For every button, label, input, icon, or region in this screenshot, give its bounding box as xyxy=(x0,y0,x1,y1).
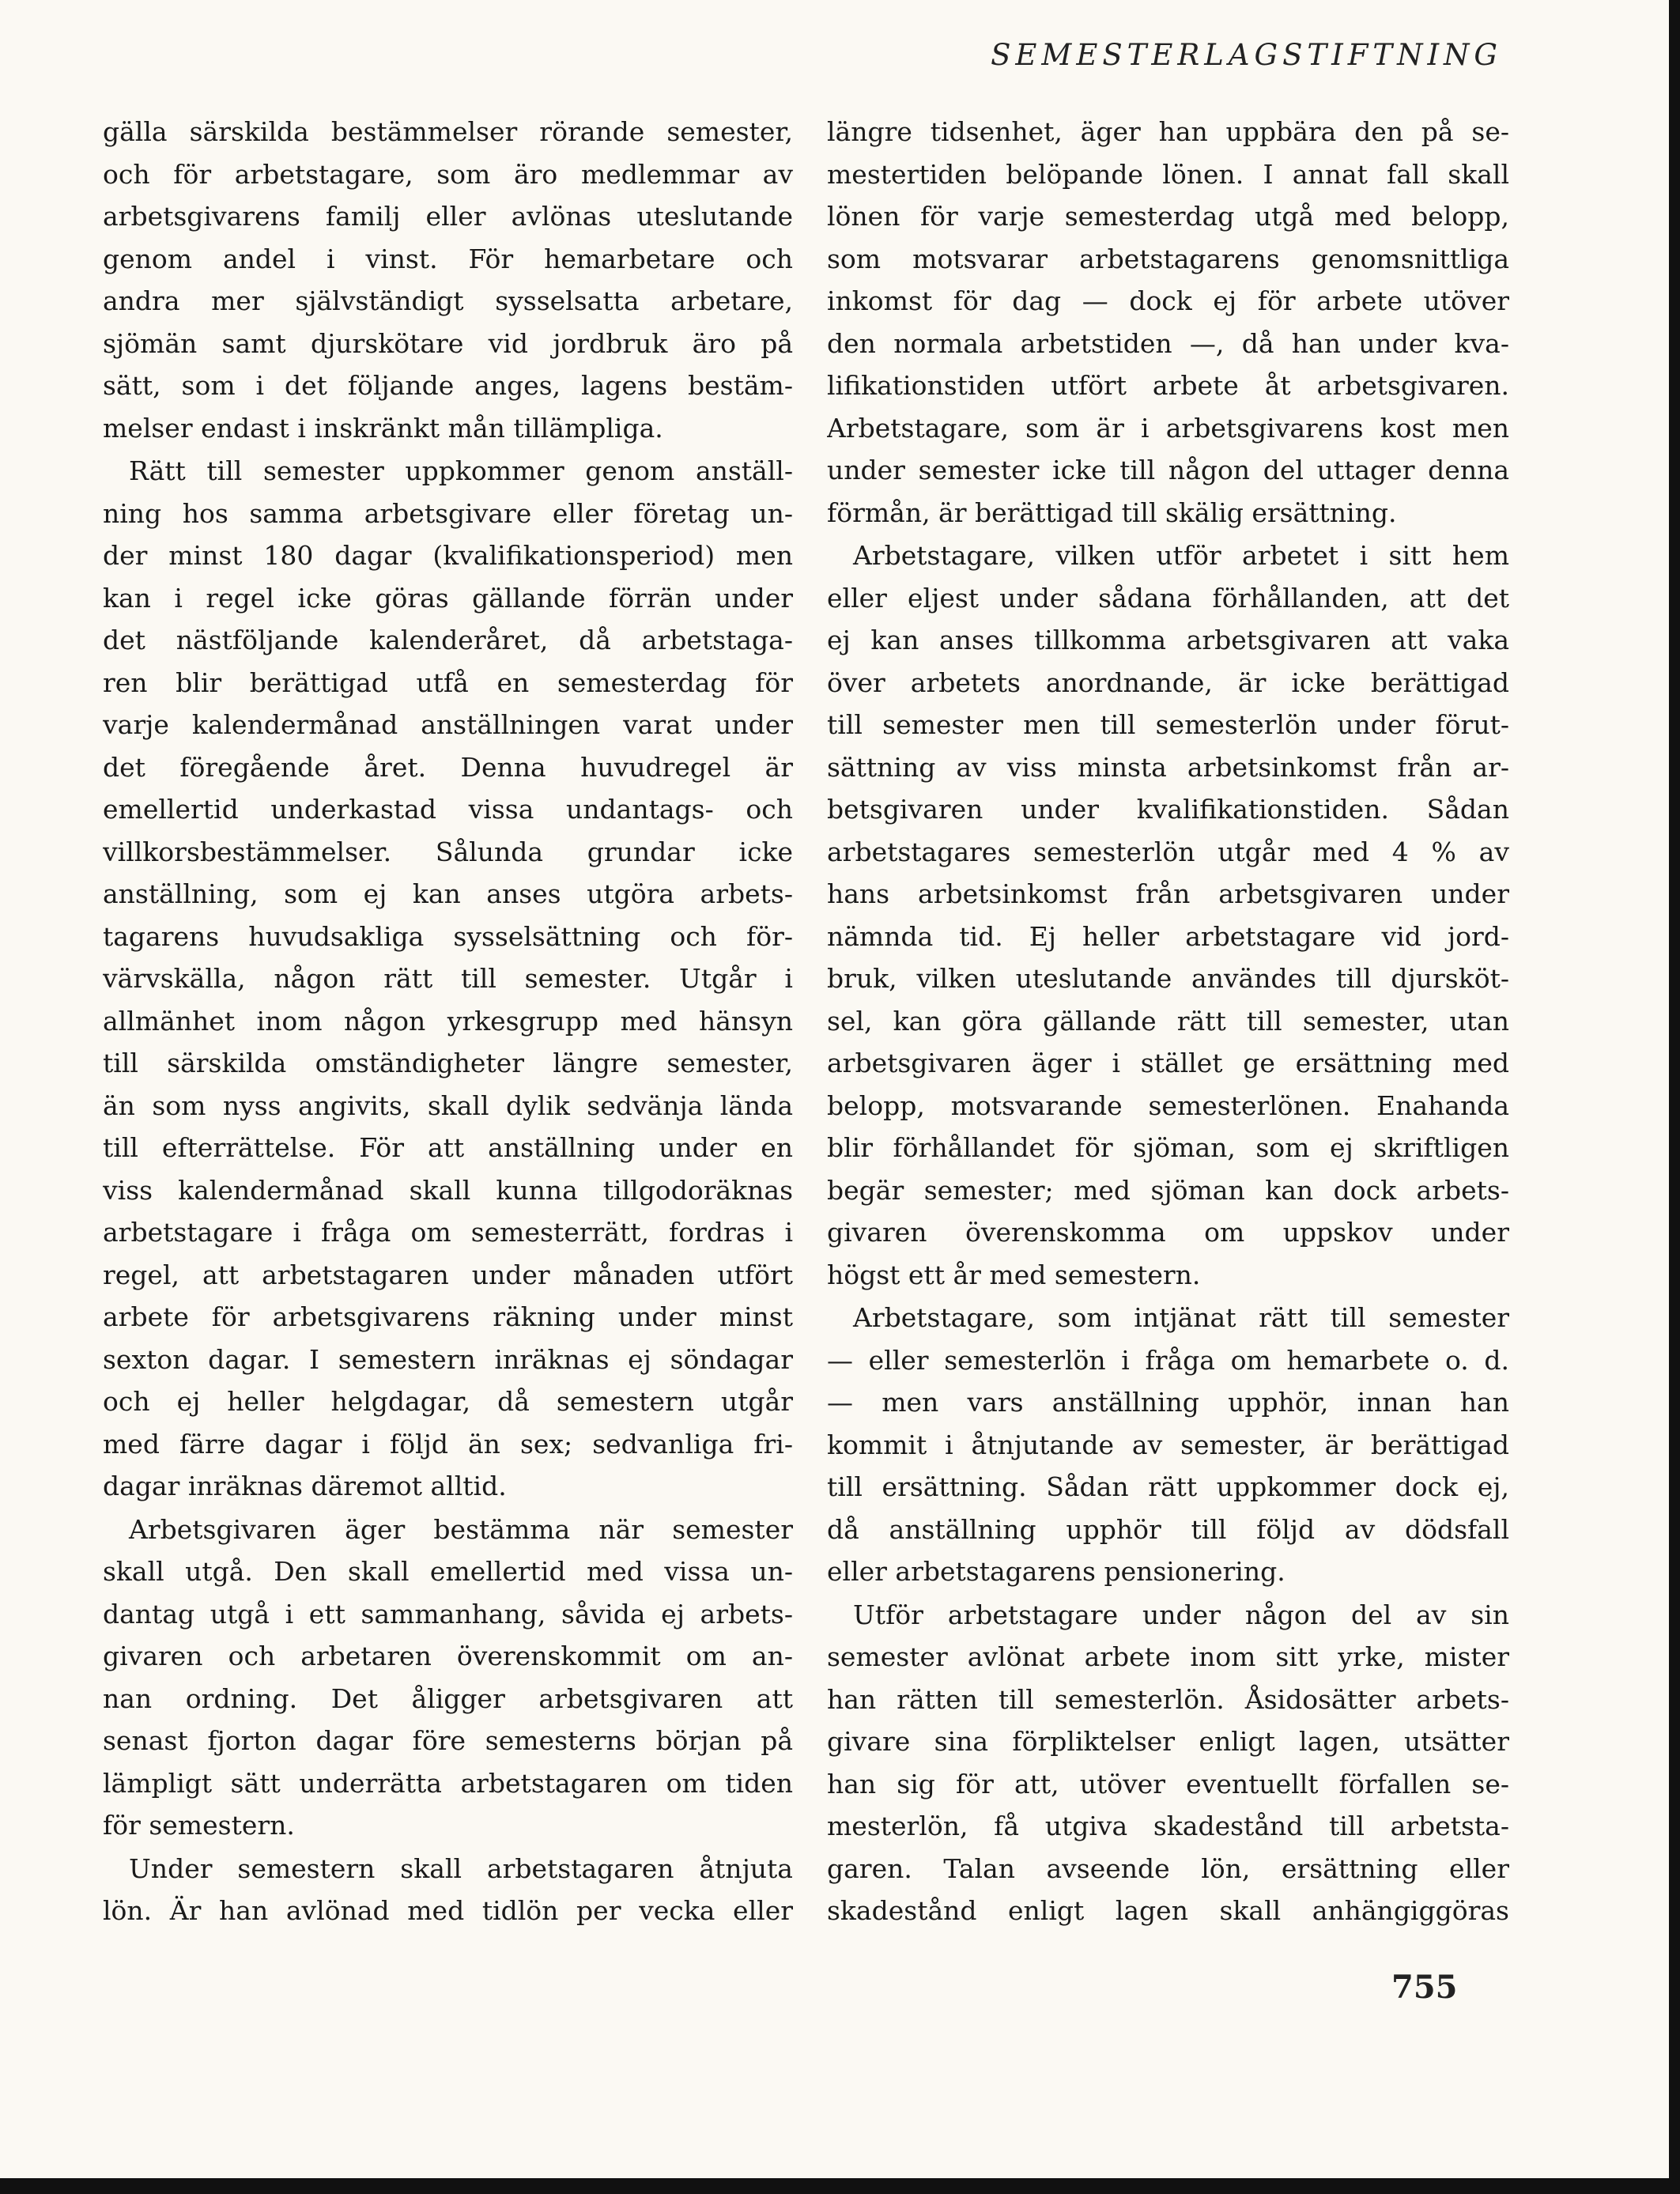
text-line: givaren och arbetaren överenskommit om an- xyxy=(103,1641,793,1671)
text-line: det föregående året. Denna huvudregel är xyxy=(103,751,793,783)
text-line: skadestånd enligt lagen skall anhängiggöras xyxy=(827,1895,1509,1926)
text-line: Utför arbetstagare under någon del av sin xyxy=(853,1599,1509,1630)
text-line: sexton dagar. I semestern inräknas ej söndagar xyxy=(103,1343,793,1375)
text-line: allmänhet inom någon yrkesgrupp med hänsyn xyxy=(103,1005,793,1037)
text-line: sjömän samt djurskötare vid jordbruk äro på xyxy=(103,327,793,359)
text-line: lifikationstiden utfört arbete åt arbetsgivaren. xyxy=(827,370,1509,401)
text-line: eller arbetstagarens pensionering. xyxy=(827,1556,1285,1587)
text-line: andra mer självständigt sysselsatta arbetare, xyxy=(103,285,793,316)
text-line: arbetstagares semesterlön utgår med 4 % av xyxy=(827,836,1509,867)
text-line: lönen för varje semesterdag utgå med belopp, xyxy=(827,201,1509,232)
text-line: det nästföljande kalenderåret, då arbetstaga- xyxy=(103,625,793,655)
text-line: till semester men till semesterlön under förut- xyxy=(827,709,1509,740)
text-line: sel, kan göra gällande rätt till semester, utan xyxy=(827,1005,1509,1037)
text-line: och för arbetstagare, som äro medlemmar av xyxy=(103,158,793,190)
text-line: melser endast i inskränkt mån tillämpliga. xyxy=(103,412,663,444)
text-line: till ersättning. Sådan rätt uppkommer dock ej, xyxy=(827,1471,1509,1502)
text-line: belopp, motsvarande semesterlönen. Enahanda xyxy=(827,1089,1509,1121)
text-line: kan i regel icke göras gällande förrän under xyxy=(103,582,793,614)
text-line: bruk, vilken uteslutande användes till djursköt- xyxy=(827,963,1509,994)
text-line: betsgivaren under kvalifikationstiden. Sådan xyxy=(827,794,1509,825)
paragraph xyxy=(827,1594,1509,1932)
text-line: begär semester; med sjöman kan dock arbets- xyxy=(827,1174,1509,1206)
text-line: senast fjorton dagar före semesterns början på xyxy=(103,1725,793,1756)
paragraph xyxy=(103,111,793,449)
text-line: Rätt till semester uppkommer genom anställ- xyxy=(129,455,793,486)
text-line: arbete för arbetsgivarens räkning under minst xyxy=(103,1301,793,1332)
text-line: och ej heller helgdagar, då semestern utgår xyxy=(103,1386,793,1417)
paragraph xyxy=(103,450,793,1508)
text-line: inkomst för dag — dock ej för arbete utöver xyxy=(827,285,1509,316)
text-line: han sig för att, utöver eventuellt förfallen se- xyxy=(827,1768,1509,1799)
right-column xyxy=(827,111,1509,1932)
text-line: värvskälla, någon rätt till semester. Utgår i xyxy=(103,963,793,994)
text-line: viss kalendermånad skall kunna tillgodoräknas xyxy=(103,1174,793,1206)
text-line: då anställning upphör till följd av dödsfall xyxy=(827,1513,1509,1545)
text-line: anställning, som ej kan anses utgöra arbets- xyxy=(103,878,793,909)
text-line: under semester icke till någon del uttager denna xyxy=(827,455,1509,485)
left-column xyxy=(103,111,793,1932)
text-line: lön. Är han avlönad med tidlön per vecka eller xyxy=(103,1895,793,1926)
text-line: givare sina förpliktelser enligt lagen, utsätter xyxy=(827,1726,1509,1757)
text-line: emellertid underkastad vissa undantags- och xyxy=(103,794,793,825)
text-line: arbetsgivarens familj eller avlönas uteslutande xyxy=(103,201,793,232)
text-line: kommit i åtnjutande av semester, är berättigad xyxy=(827,1429,1509,1460)
text-line: längre tidsenhet, äger han uppbära den på se- xyxy=(827,116,1509,147)
text-line: dantag utgå i ett sammanhang, såvida ej arbets- xyxy=(103,1598,793,1629)
text-line: skall utgå. Den skall emellertid med vissa un- xyxy=(103,1556,793,1587)
text-line: garen. Talan avseende lön, ersättning eller xyxy=(827,1852,1509,1884)
paragraph xyxy=(827,1297,1509,1593)
text-line: ning hos samma arbetsgivare eller företag un- xyxy=(103,497,793,529)
text-line: blir förhållandet för sjöman, som ej skriftligen xyxy=(827,1132,1509,1163)
text-line: nämnda tid. Ej heller arbetstagare vid jord- xyxy=(827,920,1509,952)
text-line: förmån, är berättigad till skälig ersättning. xyxy=(827,497,1397,528)
text-line: regel, att arbetstagaren under månaden utfört xyxy=(103,1259,793,1290)
text-line: semester avlönat arbete inom sitt yrke, mister xyxy=(827,1641,1509,1672)
text-line: han rätten till semesterlön. Åsidosätter arbets- xyxy=(827,1683,1509,1715)
text-line: arbetsgivaren äger i stället ge ersättning med xyxy=(827,1048,1509,1078)
text-line: varje kalendermånad anställningen varat under xyxy=(103,709,793,740)
text-line: lämpligt sätt underrätta arbetstagaren om tiden xyxy=(103,1767,793,1799)
page-number: 755 xyxy=(1391,1969,1458,2006)
text-line: villkorsbestämmelser. Sålunda grundar icke xyxy=(103,836,793,867)
text-line: till särskilda omständigheter längre semester, xyxy=(103,1048,793,1078)
text-line: högst ett år med semestern. xyxy=(827,1259,1201,1290)
text-line: dagar inräknas däremot alltid. xyxy=(103,1471,507,1501)
text-line: än som nyss angivits, skall dylik sedvänja lända xyxy=(103,1089,793,1121)
text-line: mesterlön, få utgiva skadestånd till arbetsta- xyxy=(827,1811,1509,1841)
paragraph xyxy=(827,534,1509,1296)
paragraph xyxy=(103,1848,793,1932)
paragraph xyxy=(103,1509,793,1847)
text-line: mestertiden belöpande lönen. I annat fall skall xyxy=(827,158,1509,190)
text-line: eller eljest under sådana förhållanden, att det xyxy=(827,582,1509,614)
text-line: genom andel i vinst. För hemarbetare och xyxy=(103,243,793,274)
text-line: den normala arbetstiden —, då han under kva- xyxy=(827,327,1509,359)
scan-border-bottom xyxy=(0,2178,1680,2194)
text-line: — eller semesterlön i fråga om hemarbete o. d. xyxy=(827,1344,1509,1376)
text-line: arbetstagare i fråga om semesterrätt, fordras i xyxy=(103,1217,793,1248)
text-line: ej kan anses tillkomma arbetsgivaren att vaka xyxy=(827,625,1509,655)
text-line: med färre dagar i följd än sex; sedvanliga fri- xyxy=(103,1428,793,1460)
text-line: der minst 180 dagar (kvalifikationsperiod) men xyxy=(103,540,793,571)
text-line: — men vars anställning upphör, innan han xyxy=(827,1387,1509,1418)
text-line: Arbetstagare, som intjänat rätt till semester xyxy=(853,1302,1509,1333)
text-line: Arbetsgivaren äger bestämma när semester xyxy=(129,1513,793,1545)
text-line: sättning av viss minsta arbetsinkomst från ar- xyxy=(827,751,1509,783)
running-head: SEMESTERLAGSTIFTNING xyxy=(991,38,1502,72)
text-line: Arbetstagare, vilken utför arbetet i sitt hem xyxy=(853,540,1509,571)
text-line: nan ordning. Det åligger arbetsgivaren att xyxy=(103,1682,793,1714)
text-line: till efterrättelse. För att anställning under en xyxy=(103,1132,793,1163)
text-line: som motsvarar arbetstagarens genomsnittliga xyxy=(827,243,1509,274)
text-line: gälla särskilda bestämmelser rörande semester, xyxy=(103,116,793,147)
text-line: Arbetstagare, som är i arbetsgivarens kost men xyxy=(827,412,1509,444)
text-line: sätt, som i det följande anges, lagens bestäm- xyxy=(103,370,793,401)
scan-border-right xyxy=(1669,0,1680,2194)
text-line: Under semestern skall arbetstagaren åtnjuta xyxy=(129,1852,793,1884)
text-line: ren blir berättigad utfå en semesterdag för xyxy=(103,667,793,698)
paragraph xyxy=(827,111,1509,534)
text-line: över arbetets anordnande, är icke berättigad xyxy=(827,667,1509,698)
text-line: för semestern. xyxy=(103,1810,295,1841)
text-line: givaren överenskomma om uppskov under xyxy=(827,1217,1509,1248)
text-line: tagarens huvudsakliga sysselsättning och för- xyxy=(103,920,793,952)
text-line: hans arbetsinkomst från arbetsgivaren under xyxy=(827,878,1509,909)
